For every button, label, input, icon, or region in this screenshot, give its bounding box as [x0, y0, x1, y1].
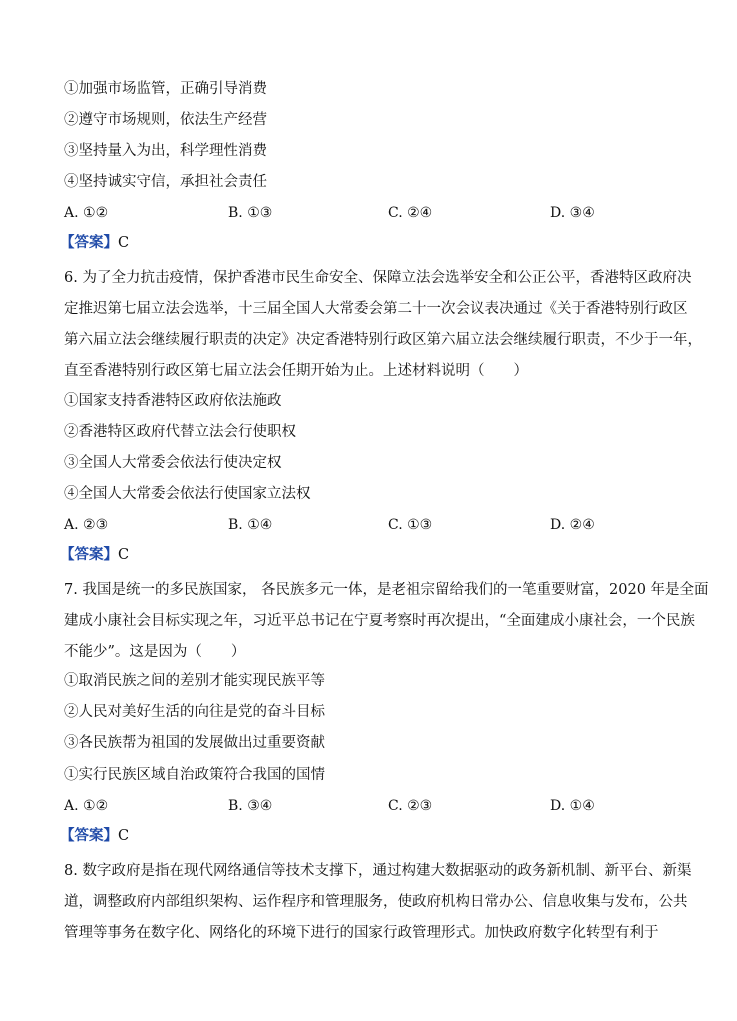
q5-option-b: B. ①③ [228, 205, 273, 221]
q8-stem [64, 856, 692, 949]
q5-option-d: D. ③④ [550, 205, 595, 221]
q7-stem [64, 575, 709, 668]
q6-item-4: ④全国人大常委会依法行使国家立法权 [64, 486, 311, 502]
q7-option-c: C. ②③ [388, 798, 433, 814]
q7-option-d: D. ①④ [550, 798, 595, 814]
q7-option-a: A. ①② [64, 798, 109, 814]
q8-stem-line: 管理等事务在数字化、网络化的环境下进行的国家行政管理形式。加快政府数字化转型有利于 [64, 925, 659, 941]
q7-stem-line: 7. 我国是统一的多民族国家， 各民族多元一体，是老祖宗留给我们的一笔重要财富，2020 年是全面 [64, 582, 709, 598]
q7-item-3: ③各民族帮为祖国的发展做出过重要资献 [64, 735, 325, 751]
q6-option-b: B. ①④ [228, 517, 273, 533]
q7-item-1: ①取消民族之间的差别才能实现民族平等 [64, 673, 325, 689]
answer-value: C [118, 828, 130, 844]
q6-option-d: D. ②④ [550, 517, 595, 533]
q6-options [64, 515, 684, 535]
q8-stem-line: 道，调整政府内部组织架构、运作程序和管理服务，使政府机构日常办公、信息收集与发布，公共 [64, 894, 688, 910]
q5-options [64, 203, 684, 223]
q6-item-1: ①国家支持香港特区政府依法施政 [64, 393, 282, 409]
q7-stem-line: 不能少”。这是因为（ ） [64, 644, 246, 660]
q6-stem-line: 6. 为了全力抗击疫情，保护香港市民生命安全、保障立法会选举安全和公正公平，香港特区政府决 [64, 270, 692, 286]
q6-answer [60, 545, 129, 565]
q7-item-4: ①实行民族区域自治政策符合我国的国情 [64, 767, 325, 783]
q5-option-c: C. ②④ [388, 205, 433, 221]
q6-stem-line: 定推迟第七届立法会选举，十三届全国人大常委会第二十一次会议表决通过《关于香港特别行政区 [64, 301, 688, 317]
q7-answer [60, 826, 129, 846]
answer-tag: 【答案】 [60, 827, 118, 844]
q6-option-a: A. ②③ [64, 517, 109, 533]
q7-stem-line: 建成小康社会目标实现之年，习近平总书记在宁夏考察时再次提出，“全面建成小康社会，一个民族 [64, 613, 695, 629]
q5-item-4: ④坚持诚实守信，承担社会责任 [64, 174, 267, 190]
q6-item-3: ③全国人大常委会依法行使决定权 [64, 455, 282, 471]
q6-stem [64, 263, 702, 387]
q7-option-b: B. ③④ [228, 798, 273, 814]
answer-value: C [118, 547, 130, 563]
q6-stem-line: 第六届立法会继续履行职责的决定》决定香港特别行政区第六届立法会继续履行职责，不少于一年， [64, 332, 702, 348]
q6-item-2: ②香港特区政府代替立法会行使职权 [64, 424, 296, 440]
q5-item-1: ①加强市场监管，正确引导消费 [64, 81, 267, 97]
q6-stem-line: 直至香港特别行政区第七届立法会任期开始为止。上述材料说明（ ） [64, 363, 528, 379]
q5-answer [60, 233, 129, 253]
q7-options [64, 796, 684, 816]
q5-option-a: A. ①② [64, 205, 109, 221]
answer-tag: 【答案】 [60, 234, 118, 251]
q8-stem-line: 8. 数字政府是指在现代网络通信等技术支撑下，通过构建大数据驱动的政务新机制、新平台、新渠 [64, 863, 692, 879]
q7-item-2: ②人民对美好生活的向往是党的奋斗目标 [64, 704, 325, 720]
q5-item-3: ③坚持量入为出，科学理性消费 [64, 143, 267, 159]
answer-value: C [118, 235, 130, 251]
q6-option-c: C. ①③ [388, 517, 433, 533]
answer-tag: 【答案】 [60, 546, 118, 563]
q5-item-2: ②遵守市场规则，依法生产经营 [64, 112, 267, 128]
